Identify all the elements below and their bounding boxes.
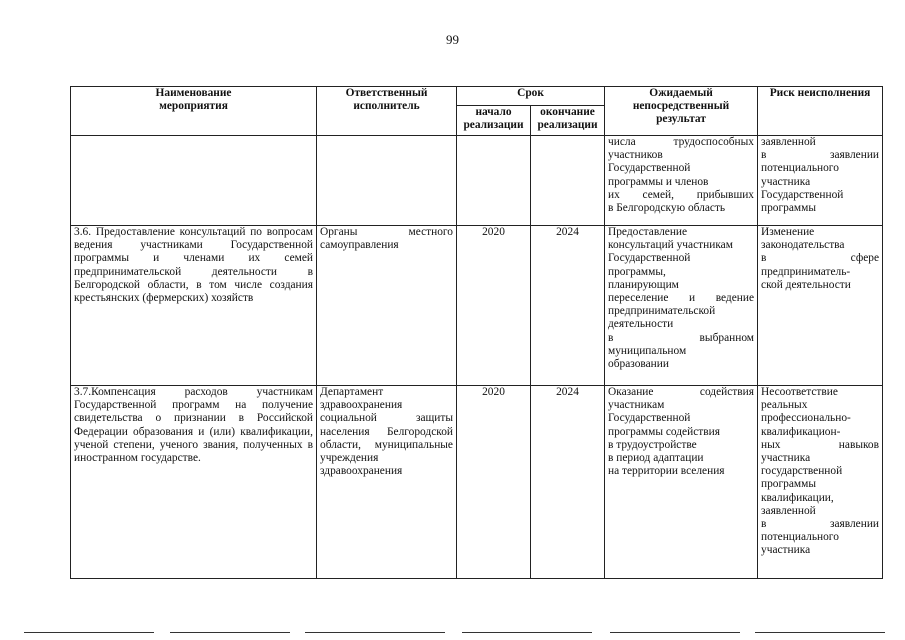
header-executor: Ответственный исполнитель [317,87,457,136]
footer-rule [170,632,290,633]
table-row [71,136,883,226]
result-cell: Оказание содействия участникам Государственной программы содействия в трудоустройстве в период адаптации на территории вселения [605,386,758,579]
end-year-cell [531,136,605,226]
header-start: начало реализации [457,106,531,136]
risk-cell: Несоответствие реальных профессионально- квалификацион- ных навыков участника государственной программы квалификации, заявленной в заявлении потенциального участника [758,386,883,579]
risk-cell: заявленной в заявлении потенциального участника Государственной программы [758,136,883,226]
measure-name-cell [71,136,317,226]
executor-cell: Органы местного самоуправления [317,226,457,386]
header-result: Ожидаемый непосредственный результат [605,87,758,136]
result-cell: Предоставление консультаций участникам Государственной программы, планирующим переселение и ведение предпринимательской деятельности в выбранном муниципальном образовании [605,226,758,386]
footer-rule [755,632,885,633]
measures-table [70,86,883,579]
executor-cell [317,136,457,226]
end-year-cell: 2024 [531,226,605,386]
header-name: Наименование мероприятия [71,87,317,136]
header-term: Срок [457,87,605,106]
table-row [71,386,883,579]
page-number: 99 [446,32,459,47]
footer-rule [24,632,154,633]
table-row [71,226,883,386]
risk-cell: Изменение законодательства в сфере предприниматель- ской деятельности [758,226,883,386]
result-cell: числа трудоспособных участников Государственной программы и членов их семей, прибывших в Белгородскую область [605,136,758,226]
measure-name-cell: 3.7.Компенсация расходов участникам Государственной программ на получение свидетельства о признании в Российской Федерации образования и (или) квалификации, ученой степени, ученого звания, полученных в иностранном государстве. [71,386,317,579]
footer-rule [462,632,592,633]
header-end: окончание реализации [531,106,605,136]
measure-name-cell: 3.6. Предоставление консультаций по вопросам ведения участниками Государственной программы и членами их семей предпринимательской деятельности в Белгородской области, в том числе создания крестьянских (фермерских) хозяйств [71,226,317,386]
executor-cell: Департамент здравоохранения социальной защиты населения Белгородской области, муниципальные учреждения здравоохранения [317,386,457,579]
start-year-cell [457,136,531,226]
footer-rule [610,632,740,633]
start-year-cell: 2020 [457,386,531,579]
footer-rule [305,632,445,633]
end-year-cell: 2024 [531,386,605,579]
header-risk: Риск неисполнения [758,87,883,136]
start-year-cell: 2020 [457,226,531,386]
